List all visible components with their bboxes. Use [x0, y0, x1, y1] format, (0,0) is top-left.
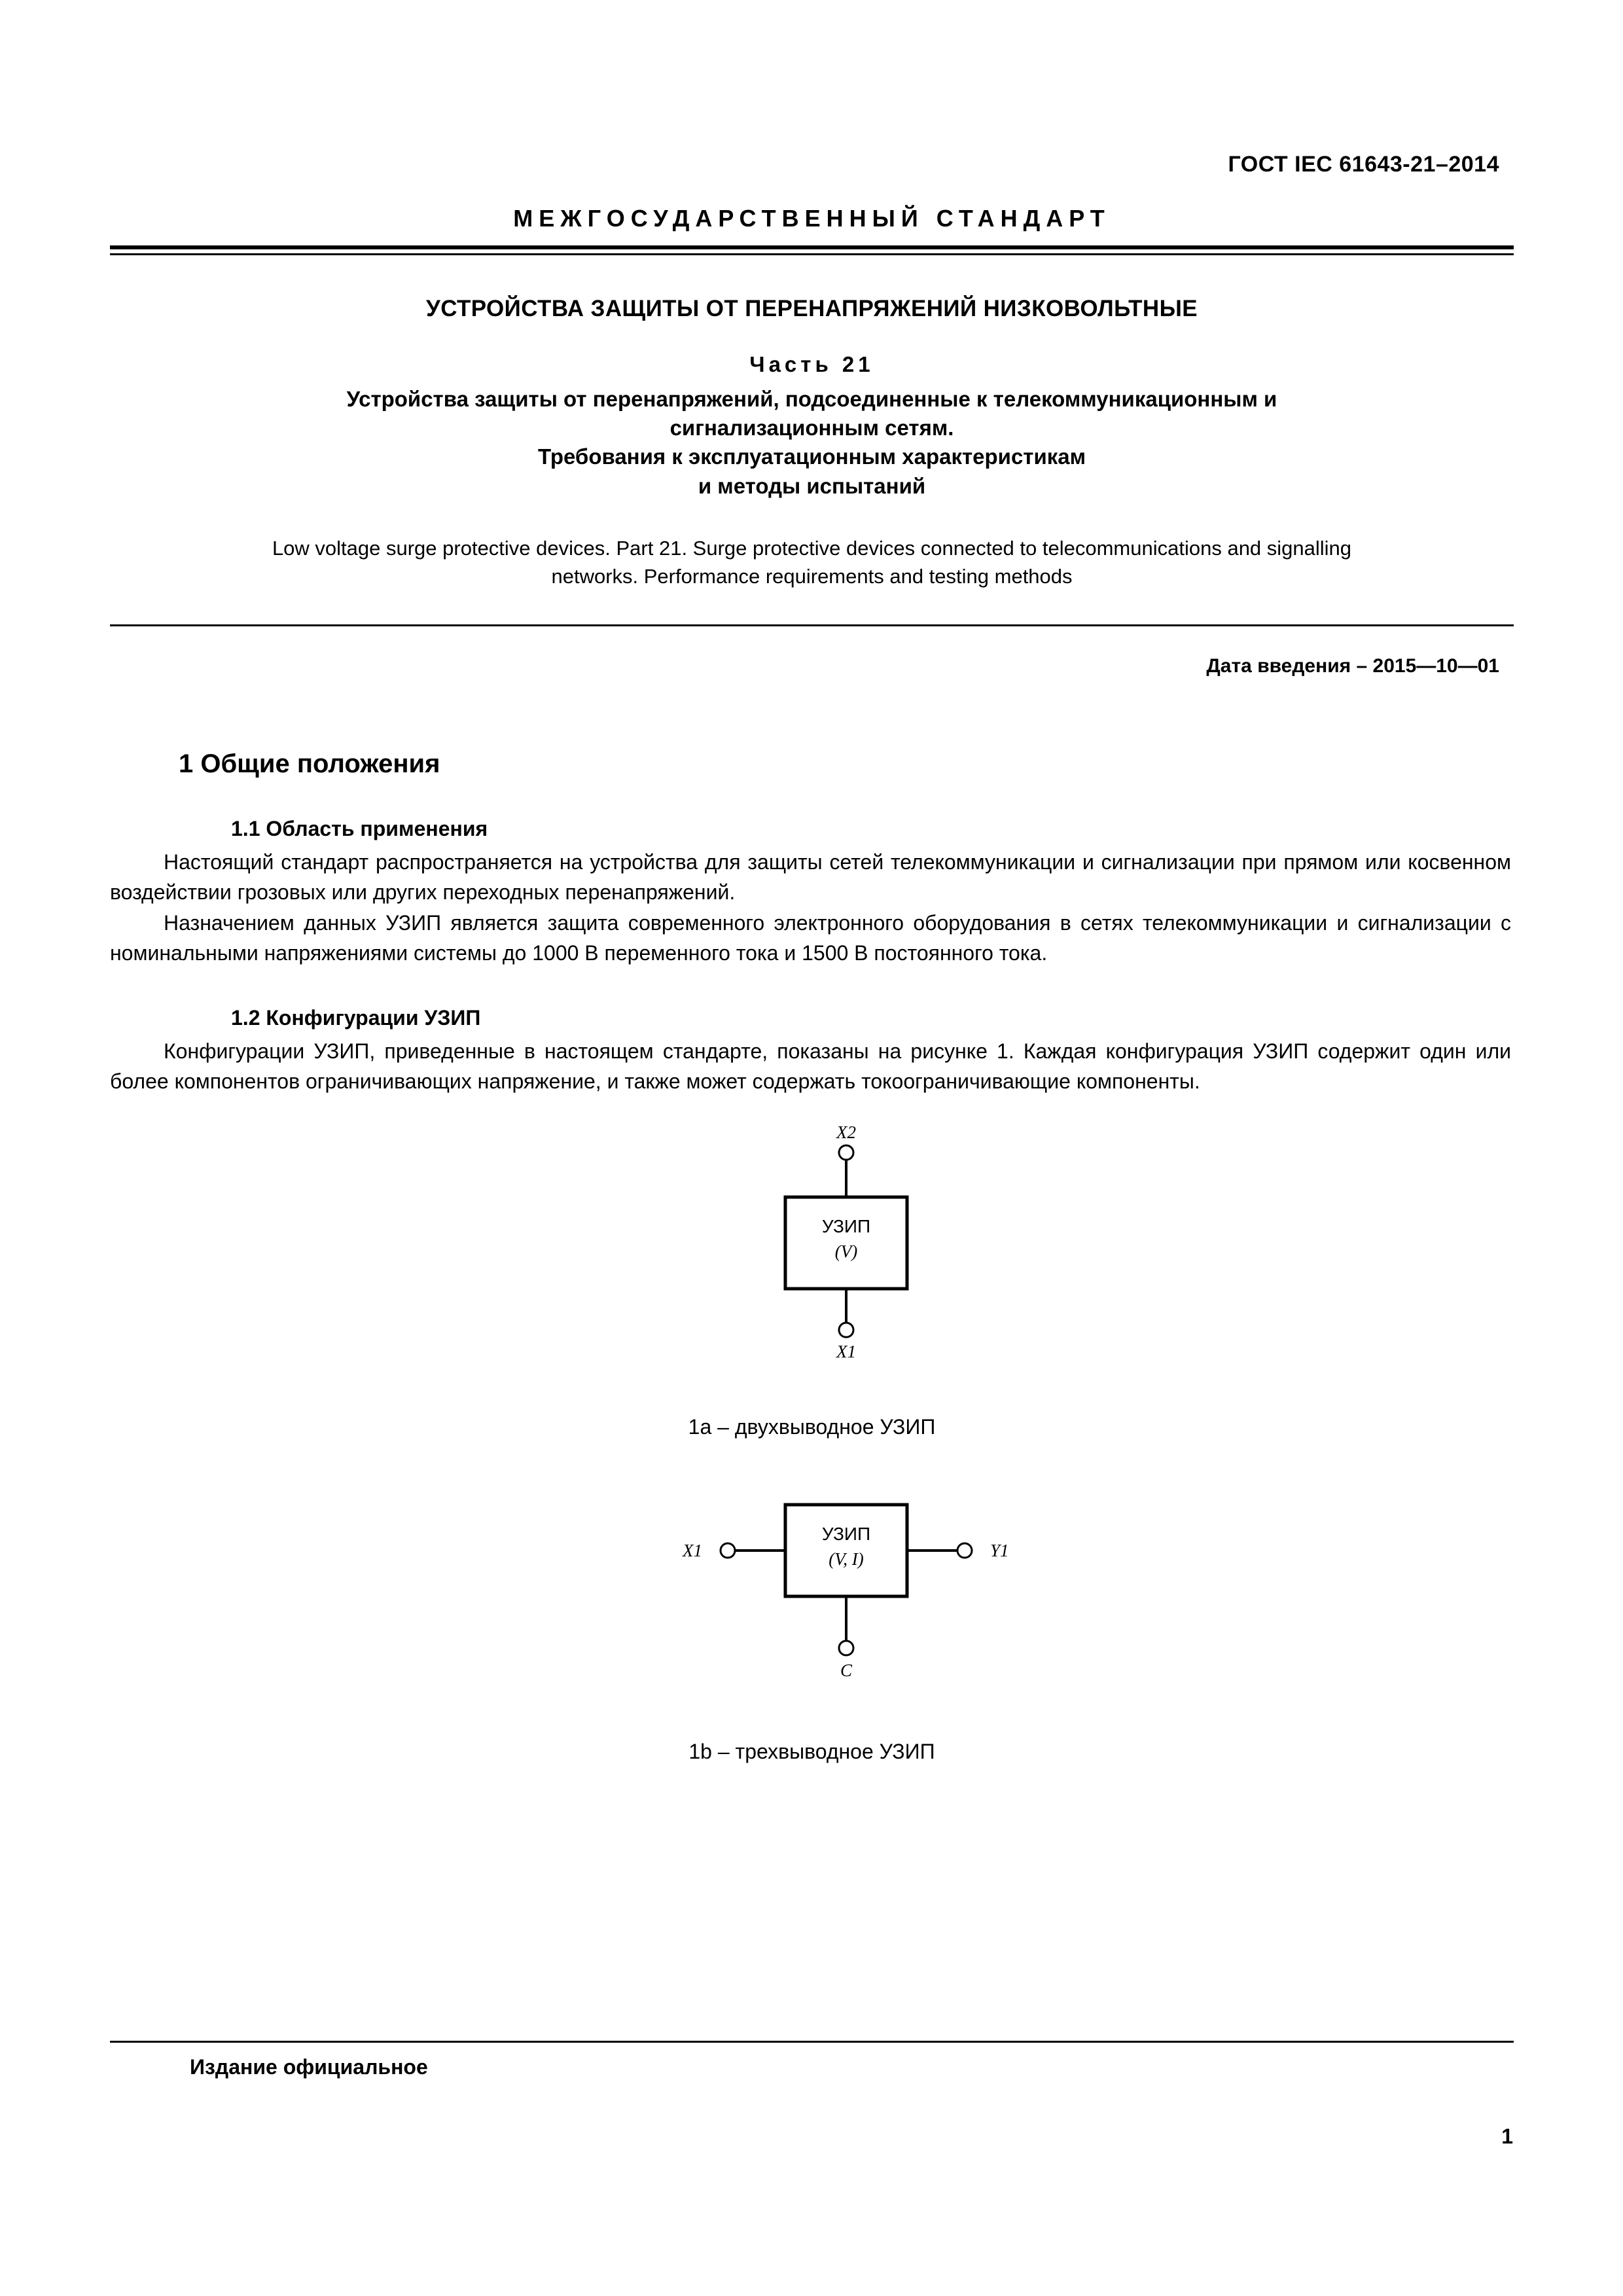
document-code: ГОСТ IEC 61643-21–2014: [1228, 152, 1499, 177]
title-subtitle-line3: Требования к эксплуатационным характеристикам: [537, 444, 1086, 469]
page-title: УСТРОЙСТВА ЗАЩИТЫ ОТ ПЕРЕНАПРЯЖЕНИЙ НИЗКОВОЛЬТНЫЕ: [426, 296, 1198, 321]
heading-rule-thin: [110, 253, 1514, 255]
figure-1a-terminal-bottom-label: X1: [836, 1342, 856, 1362]
title-english-line2: networks. Performance requirements and testing methods: [551, 564, 1073, 588]
figure-1b-terminal-right-label: Y1: [990, 1541, 1009, 1561]
title-bottom-rule: [110, 624, 1514, 626]
figure-1b-diagram: [110, 1485, 1514, 1708]
footer-rule: [110, 2041, 1514, 2043]
figure-1a-terminal-top-node: [839, 1145, 853, 1160]
figure-1a-terminal-top-label: X2: [836, 1126, 856, 1143]
figure-1b: [110, 1485, 1514, 1764]
standard-heading: МЕЖГОСУДАРСТВЕННЫЙ СТАНДАРТ: [513, 205, 1111, 232]
figure-1b-terminal-left-label: X1: [683, 1541, 702, 1561]
title-subtitle-line4: и методы испытаний: [698, 473, 926, 498]
section-1-2-paragraph-1: Конфигурации УЗИП, приведенные в настоящем стандарте, показаны на рисунке 1. Каждая конфигурация УЗИП содержит один или более компонентов ограничивающих напряжение, и также может содержать токоограничивающие компоненты.: [110, 1039, 1511, 1093]
section-1-1-paragraph-1: Настоящий стандарт распространяется на устройства для защиты сетей телекоммуникации и сигнализации при прямом или косвенном воздействии грозовых или других переходных перенапряжений.: [110, 850, 1511, 904]
introduction-date: Дата введения – 2015—10—01: [1206, 655, 1499, 677]
part-label: Часть 21: [749, 352, 874, 376]
title-subtitle-line1: Устройства защиты от перенапряжений, подсоединенные к телекоммуникационным и: [346, 387, 1277, 411]
title-english: [110, 535, 1514, 591]
title-english-line1: Low voltage surge protective devices. Part 21. Surge protective devices connected to telecommunications and signalling: [272, 536, 1352, 560]
figure-1b-caption: 1b – трехвыводное УЗИП: [688, 1740, 935, 1764]
section-1-heading: 1 Общие положения: [179, 749, 440, 779]
figure-1b-terminal-left-node: [721, 1543, 735, 1558]
figure-1a: [110, 1126, 1514, 1439]
footer-edition: Издание официальное: [190, 2055, 428, 2079]
section-1-1-heading: 1.1 Область применения: [231, 817, 488, 841]
figure-1b-terminal-right-node: [957, 1543, 972, 1558]
figure-1b-terminal-bottom-node: [839, 1641, 853, 1655]
figure-1a-caption: 1a – двухвыводное УЗИП: [688, 1415, 936, 1439]
section-1-1-paragraph-2: Назначением данных УЗИП является защита современного электронного оборудования в сетях телекоммуникации и сигнализации с номинальными напряжениями системы до 1000 В переменного тока и 1500 В постоянного тока.: [110, 911, 1511, 965]
figure-1b-box-params: (V, I): [829, 1549, 864, 1570]
title-subtitle-line2: сигнализационным сетям.: [669, 416, 954, 440]
title-subtitle: [110, 385, 1514, 501]
page-number: 1: [1501, 2125, 1513, 2148]
figure-1b-box-label: УЗИП: [821, 1524, 871, 1545]
figure-1a-box-params: (V): [834, 1242, 858, 1262]
figure-1a-terminal-bottom-node: [839, 1323, 853, 1337]
heading-rule-thick: [110, 245, 1514, 249]
section-1-2-heading: 1.2 Конфигурации УЗИП: [231, 1006, 481, 1030]
figure-1a-diagram: [110, 1126, 1514, 1388]
figure-1b-terminal-bottom-label: C: [840, 1660, 853, 1681]
figure-1a-box-label: УЗИП: [821, 1216, 871, 1237]
page-content: [110, 0, 1514, 1764]
